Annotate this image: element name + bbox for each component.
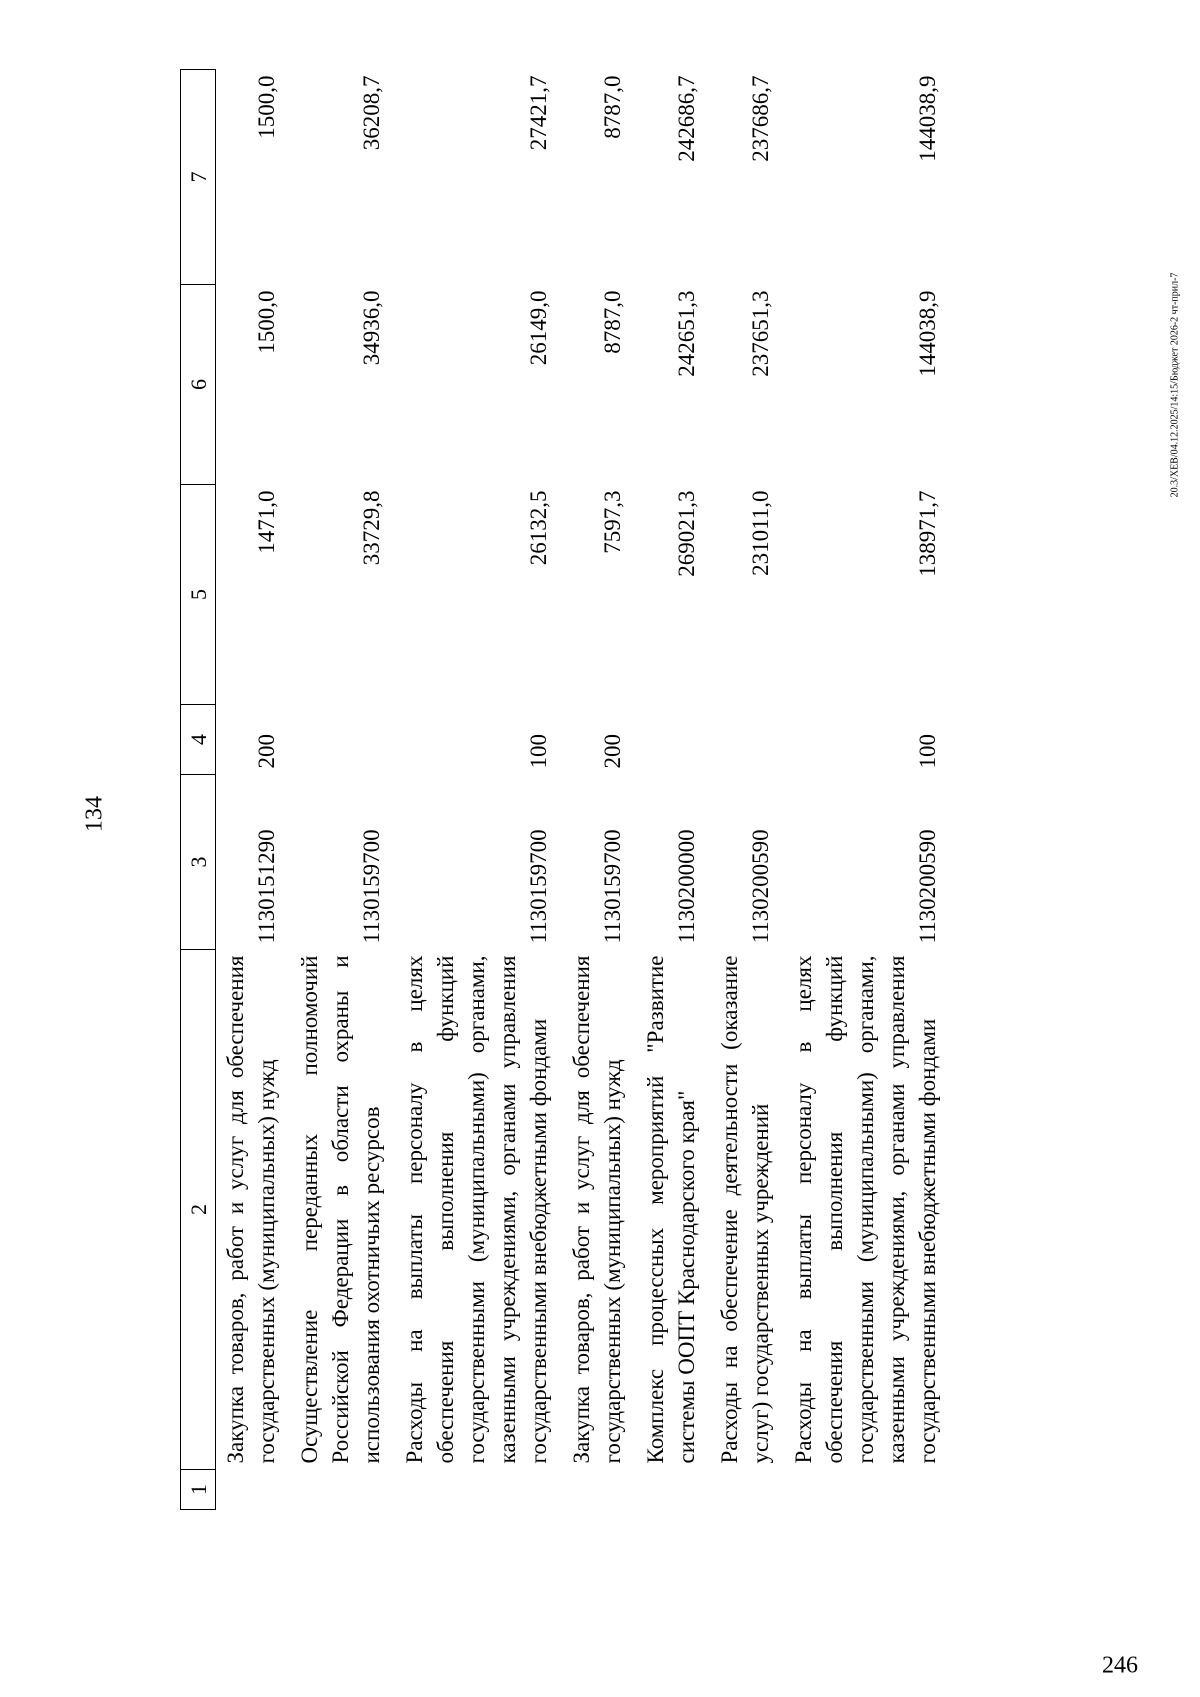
expense-name: Закупка товаров, работ и услуг для обеспечения государственных (муниципальных) нужд	[569, 955, 625, 1464]
amount-col7: 242686,7	[674, 75, 699, 162]
expense-type: 200	[600, 734, 625, 769]
table-row	[784, 70, 951, 1510]
row-number-cell	[290, 1470, 395, 1510]
row-number-cell	[395, 1470, 562, 1510]
sheet-number: 246	[1102, 1652, 1138, 1679]
amount-col6: 8787,0	[600, 290, 625, 354]
amount-col5: 33729,8	[359, 490, 384, 566]
target-code: 1130159700	[600, 829, 625, 944]
expense-type	[290, 705, 395, 775]
amount-col7: 27421,7	[526, 75, 551, 151]
table-row	[216, 70, 291, 1510]
expense-type: 100	[526, 734, 551, 769]
table-row	[562, 70, 636, 1510]
column-header: 5	[181, 485, 216, 705]
expense-name: Осуществление переданных полномочий Российской Федерации в области охраны и использования охотничьих ресурсов	[297, 955, 384, 1464]
amount-col5: 231011,0	[748, 490, 773, 576]
amount-col6: 144038,9	[915, 290, 940, 377]
table-row	[290, 70, 395, 1510]
amount-col5: 1471,0	[254, 490, 279, 554]
amount-col5: 269021,3	[674, 490, 699, 577]
target-code: 1130200590	[915, 829, 940, 944]
column-header: 2	[181, 950, 216, 1470]
amount-col7: 237686,7	[748, 75, 773, 162]
table-row	[710, 70, 784, 1510]
footer-document-code: 20.3/ХЕВ/04.12.2025/14:15/Бюджет 2026-2 чт-прил-7	[1169, 272, 1181, 498]
target-code: 1130159700	[359, 829, 384, 944]
column-header: 3	[181, 775, 216, 950]
amount-col7: 8787,0	[600, 75, 625, 139]
expense-type	[710, 705, 784, 775]
target-code: 1130200590	[748, 829, 773, 944]
amount-col6: 34936,0	[359, 290, 384, 366]
table-row	[636, 70, 710, 1510]
expense-name: Расходы на выплаты персоналу в целях обеспечения выполнения функций государственными (муниципальными) органами, казенными учреждениями, органами управления государственными внебюджетными фондами	[791, 955, 940, 1464]
amount-col7: 36208,7	[359, 75, 384, 151]
expense-name: Расходы на выплаты персоналу в целях обеспечения выполнения функций государственными (муниципальными) органами, казенными учреждениями, органами управления государственными внебюджетными фондами	[402, 955, 551, 1464]
page-number: 134	[81, 796, 108, 832]
amount-col7: 144038,9	[915, 75, 940, 162]
row-number-cell	[636, 1470, 710, 1510]
target-code: 1130200000	[674, 829, 699, 944]
column-header: 1	[181, 1470, 216, 1510]
column-header: 6	[181, 285, 216, 485]
amount-col5: 7597,3	[600, 490, 625, 554]
row-number-cell	[784, 1470, 951, 1510]
expense-type: 200	[254, 734, 279, 769]
amount-col5: 138971,7	[915, 490, 940, 577]
row-number-cell	[216, 1470, 291, 1510]
column-header: 7	[181, 70, 216, 285]
target-code: 1130151290	[254, 829, 279, 944]
amount-col7: 1500,0	[254, 75, 279, 139]
table-header-row	[181, 70, 216, 1510]
rotated-table-container	[180, 70, 1110, 1510]
table-row	[395, 70, 562, 1510]
row-number-cell	[562, 1470, 636, 1510]
amount-col6: 26149,0	[526, 290, 551, 366]
target-code: 1130159700	[526, 829, 551, 944]
column-header: 4	[181, 705, 216, 775]
budget-table	[180, 69, 951, 1510]
amount-col6: 242651,3	[674, 290, 699, 377]
amount-col6: 1500,0	[254, 290, 279, 354]
row-number-cell	[710, 1470, 784, 1510]
expense-name: Комплекс процессных мероприятий "Развитие системы ООПТ Краснодарского края"	[643, 955, 699, 1464]
expense-type: 100	[915, 734, 940, 769]
expense-type	[636, 705, 710, 775]
amount-col6: 237651,3	[748, 290, 773, 377]
expense-name: Закупка товаров, работ и услуг для обеспечения государственных (муниципальных) нужд	[223, 955, 279, 1464]
expense-name: Расходы на обеспечение деятельности (оказание услуг) государственных учреждений	[717, 955, 773, 1464]
amount-col5: 26132,5	[526, 490, 551, 566]
